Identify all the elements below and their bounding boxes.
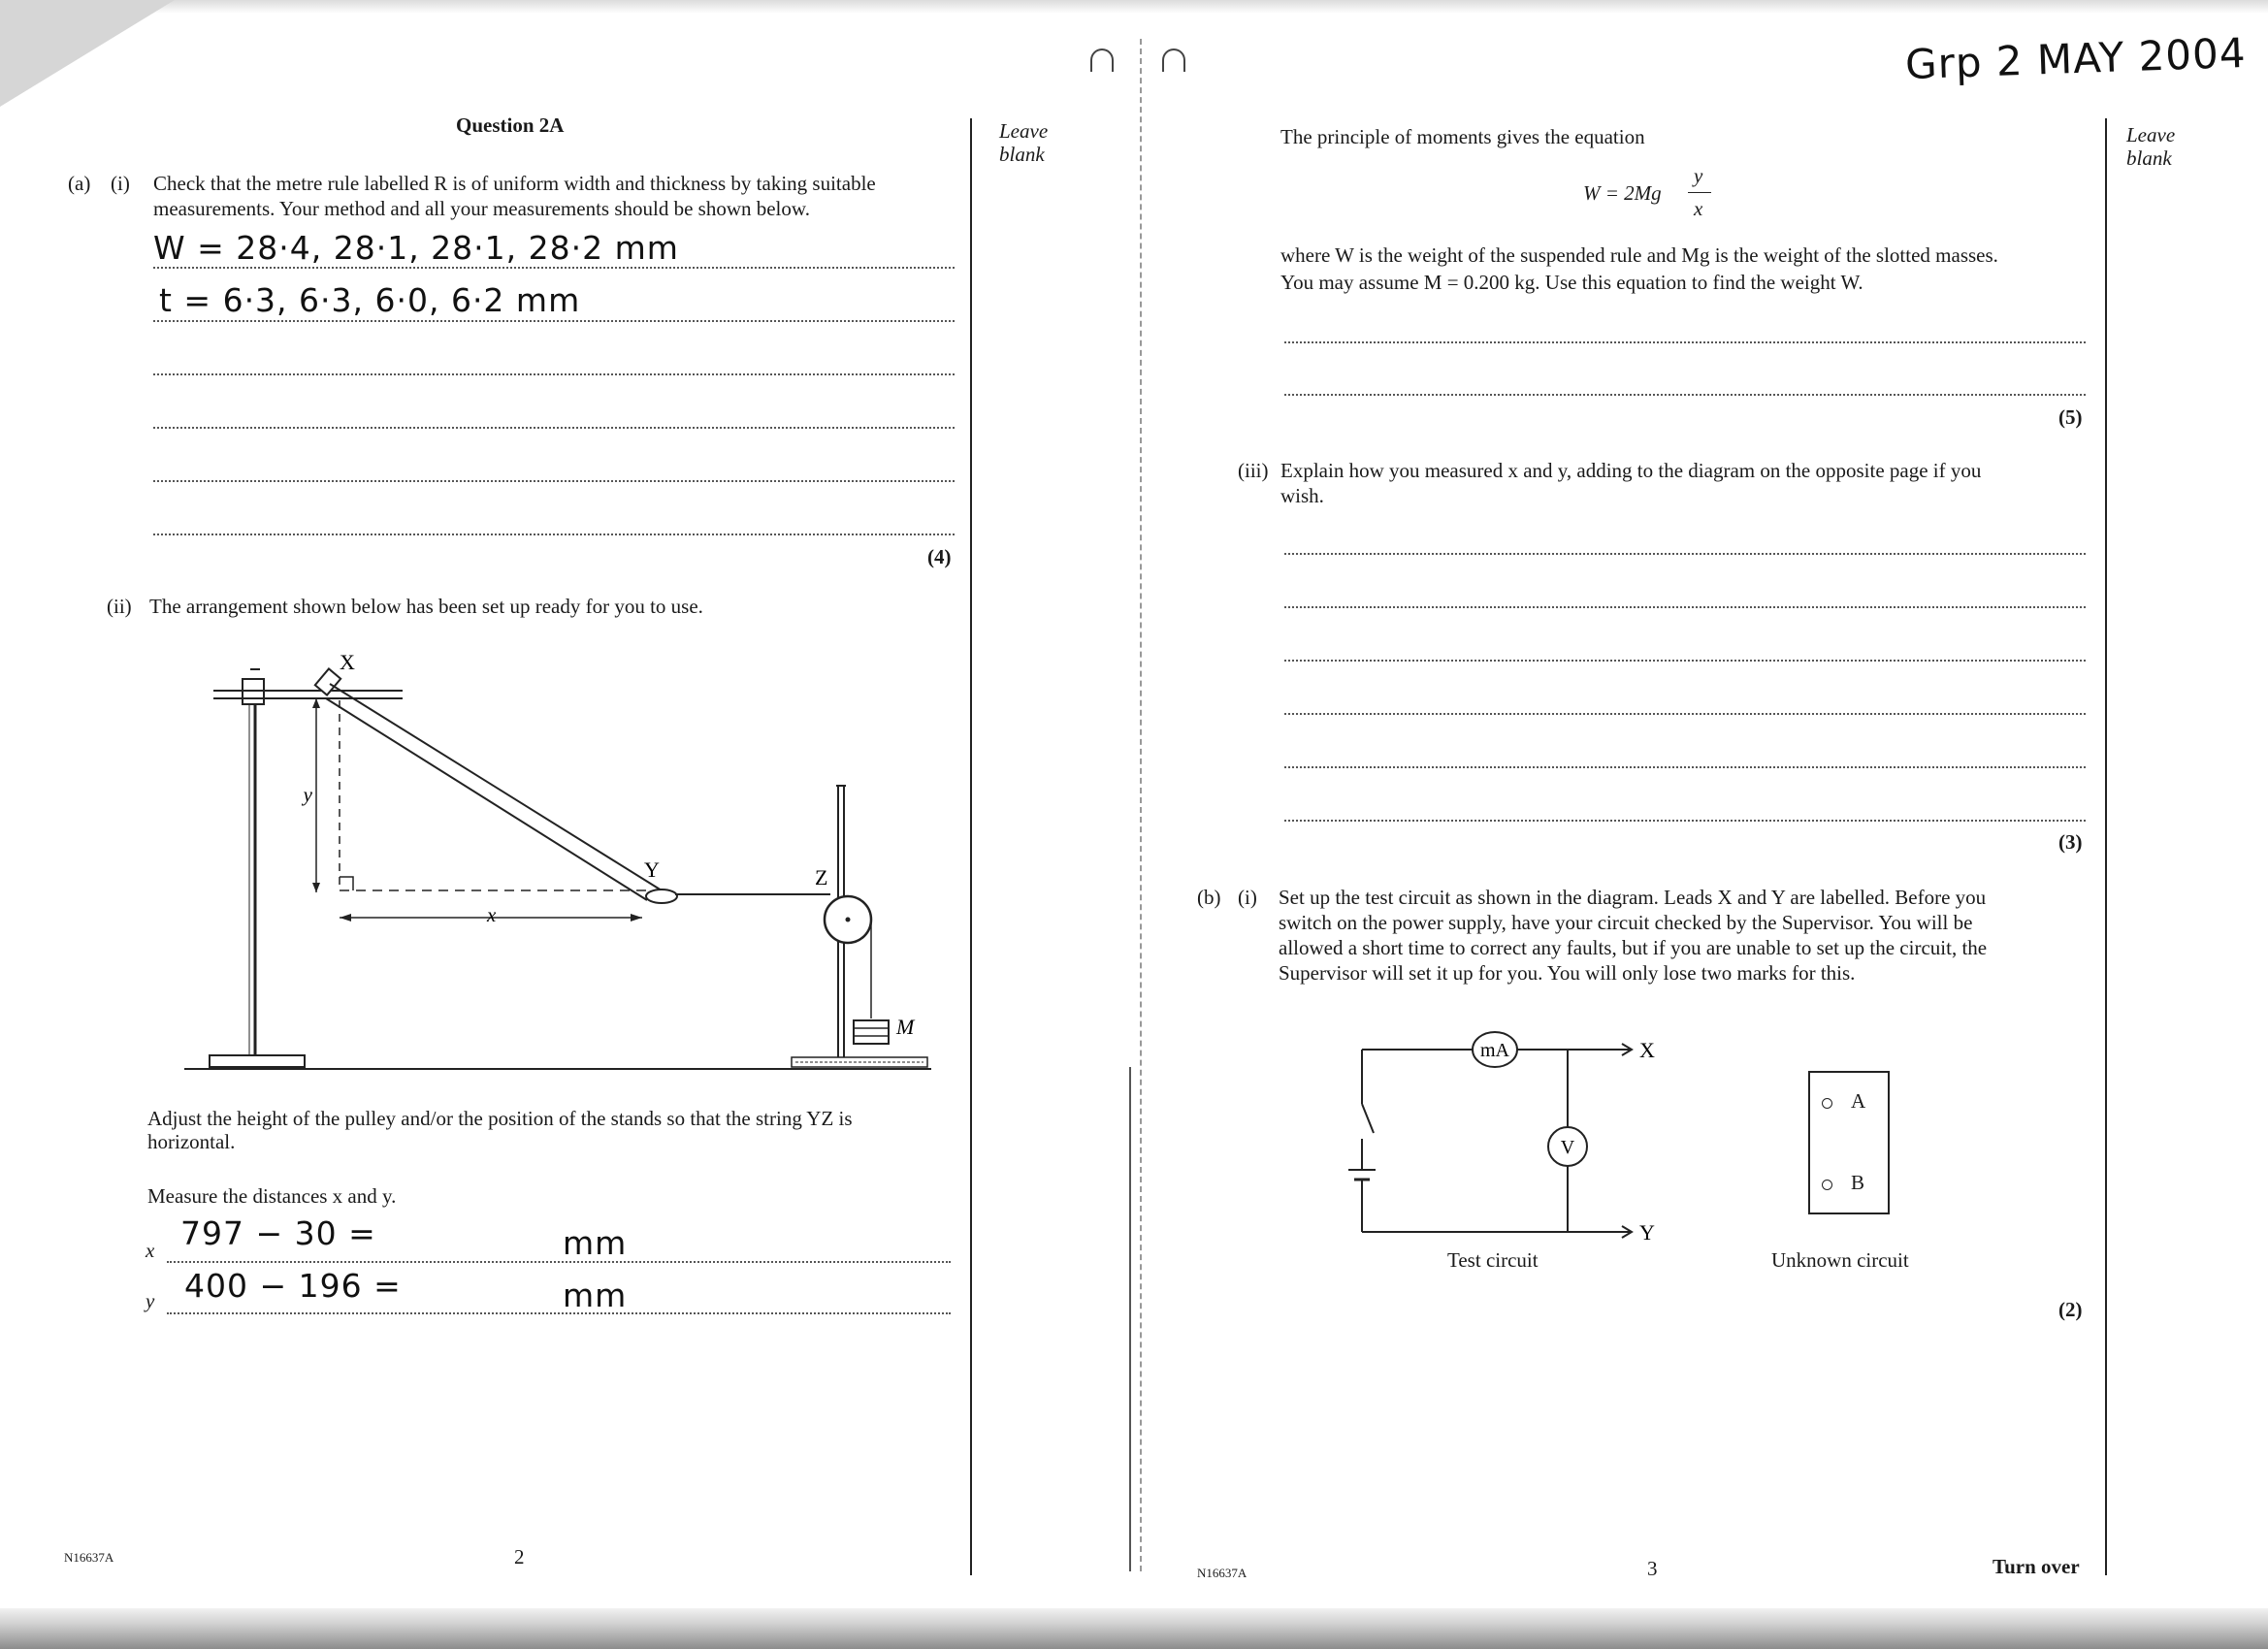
marks-label: (5) xyxy=(2058,405,2083,429)
diagram-label-mass: M xyxy=(896,1015,915,1039)
answer-line xyxy=(153,267,955,269)
answer-line xyxy=(1284,606,2086,608)
question-text: The principle of moments gives the equation xyxy=(1280,125,1645,148)
scan-corner xyxy=(0,0,175,107)
answer-line xyxy=(1284,766,2086,768)
footer-code: N16637A xyxy=(64,1550,114,1565)
leave-blank-label: Leave xyxy=(999,119,1049,143)
sub-i-label: (i) xyxy=(111,172,130,195)
answer-line xyxy=(153,534,955,535)
binding-hole xyxy=(1090,48,1114,72)
handwritten-thickness-measurements: t = 6·3, 6·3, 6·0, 6·2 mm xyxy=(159,281,581,319)
page-number: 3 xyxy=(1647,1557,1658,1580)
answer-line xyxy=(153,320,955,322)
answer-line xyxy=(167,1261,951,1263)
question-text: Explain how you measured x and y, adding to the diagram on the opposite page if you xyxy=(1280,459,1982,482)
handwritten-x-answer: 797 − 30 = xyxy=(180,1214,376,1252)
question-text: You may assume M = 0.200 kg. Use this equation to find the weight W. xyxy=(1280,271,1863,294)
right-margin-rule xyxy=(2105,118,2107,1575)
equation-numerator: y xyxy=(1694,164,1703,187)
question-text: allowed a short time to correct any faults, but if you are unable to set up the circuit, the xyxy=(1279,936,1988,959)
test-circuit-caption: Test circuit xyxy=(1447,1248,1539,1272)
sub-iii-label: (iii) xyxy=(1238,459,1269,482)
answer-line xyxy=(1284,394,2086,396)
handwritten-header-note: Grp 2 MAY 2004 xyxy=(1904,28,2248,89)
terminal-a-label: A xyxy=(1851,1089,1866,1113)
instruction-text: Measure the distances x and y. xyxy=(147,1184,397,1208)
scan-top-edge xyxy=(0,0,2268,14)
milliammeter-label: mA xyxy=(1480,1040,1509,1061)
question-text: where W is the weight of the suspended rule and Mg is the weight of the slotted masses. xyxy=(1280,243,1998,267)
answer-line xyxy=(1284,553,2086,555)
question-text: Check that the metre rule labelled R is of uniform width and thickness by taking suitable xyxy=(153,172,876,195)
leave-blank-label: blank xyxy=(999,143,1045,166)
diagram-label-y-point: Y xyxy=(644,857,660,882)
terminal-a-icon xyxy=(1822,1098,1832,1109)
equation-lhs: W = 2Mg xyxy=(1583,181,1662,205)
handwritten-y-unit: mm xyxy=(563,1277,628,1314)
part-b-label: (b) xyxy=(1197,886,1221,909)
terminal-b-label: B xyxy=(1851,1171,1865,1194)
handwritten-y-answer: 400 − 196 = xyxy=(184,1267,402,1305)
instruction-text: horizontal. xyxy=(147,1130,236,1153)
apparatus-diagram xyxy=(146,630,941,1086)
y-answer-label: y xyxy=(146,1289,155,1312)
diagram-label-x-distance: x xyxy=(487,903,497,926)
answer-line xyxy=(1284,341,2086,343)
marks-label: (4) xyxy=(927,545,952,568)
lead-y-label: Y xyxy=(1639,1220,1655,1245)
question-text: switch on the power supply, have your circuit checked by the Supervisor. You will be xyxy=(1279,911,1973,934)
question-text: Set up the test circuit as shown in the diagram. Leads X and Y are labelled. Before you xyxy=(1279,886,1987,909)
answer-line xyxy=(1284,713,2086,715)
handwritten-width-measurements: W = 28·4, 28·1, 28·1, 28·2 mm xyxy=(153,229,679,267)
answer-line xyxy=(153,480,955,482)
test-circuit-diagram xyxy=(1348,1018,1678,1271)
question-text: The arrangement shown below has been set up ready for you to use. xyxy=(149,595,703,618)
marks-label: (2) xyxy=(2058,1298,2083,1321)
sub-ii-label: (ii) xyxy=(107,595,132,618)
lead-x-label: X xyxy=(1639,1038,1655,1062)
diagram-label-y-distance: y xyxy=(303,783,312,806)
question-title: Question 2A xyxy=(456,113,565,137)
page-number: 2 xyxy=(514,1545,525,1568)
part-a-label: (a) xyxy=(68,172,91,195)
unknown-circuit-caption: Unknown circuit xyxy=(1771,1248,1909,1272)
leave-blank-label: Leave xyxy=(2126,123,2176,146)
instruction-text: Adjust the height of the pulley and/or the position of the stands so that the string YZ is xyxy=(147,1107,853,1130)
scan-bottom-edge xyxy=(0,1608,2268,1649)
leave-blank-label: blank xyxy=(2126,146,2172,170)
question-text: wish. xyxy=(1280,484,1324,507)
answer-line xyxy=(153,427,955,429)
sub-b-i-label: (i) xyxy=(1238,886,1257,909)
marks-label: (3) xyxy=(2058,830,2083,854)
diagram-label-z-point: Z xyxy=(815,865,828,889)
answer-line xyxy=(167,1312,951,1314)
equation-denominator: x xyxy=(1694,197,1703,220)
binding-edge-line xyxy=(1129,1067,1131,1571)
question-text: Supervisor will set it up for you. You will only lose two marks for this. xyxy=(1279,961,1856,985)
handwritten-x-unit: mm xyxy=(563,1224,628,1262)
unknown-circuit-box xyxy=(1808,1071,1890,1214)
fraction-bar xyxy=(1688,192,1711,193)
x-answer-label: x xyxy=(146,1239,155,1262)
left-margin-rule xyxy=(970,118,972,1575)
turn-over-label: Turn over xyxy=(1993,1555,2080,1578)
answer-line xyxy=(153,373,955,375)
question-text: measurements. Your method and all your measurements should be shown below. xyxy=(153,197,810,220)
terminal-b-icon xyxy=(1822,1180,1832,1190)
binding-hole xyxy=(1162,48,1185,72)
diagram-label-x-point: X xyxy=(340,650,355,674)
page-fold-line xyxy=(1140,39,1142,1571)
footer-code: N16637A xyxy=(1197,1566,1247,1580)
voltmeter-label: V xyxy=(1560,1137,1575,1158)
answer-line xyxy=(1284,820,2086,822)
answer-line xyxy=(1284,660,2086,662)
